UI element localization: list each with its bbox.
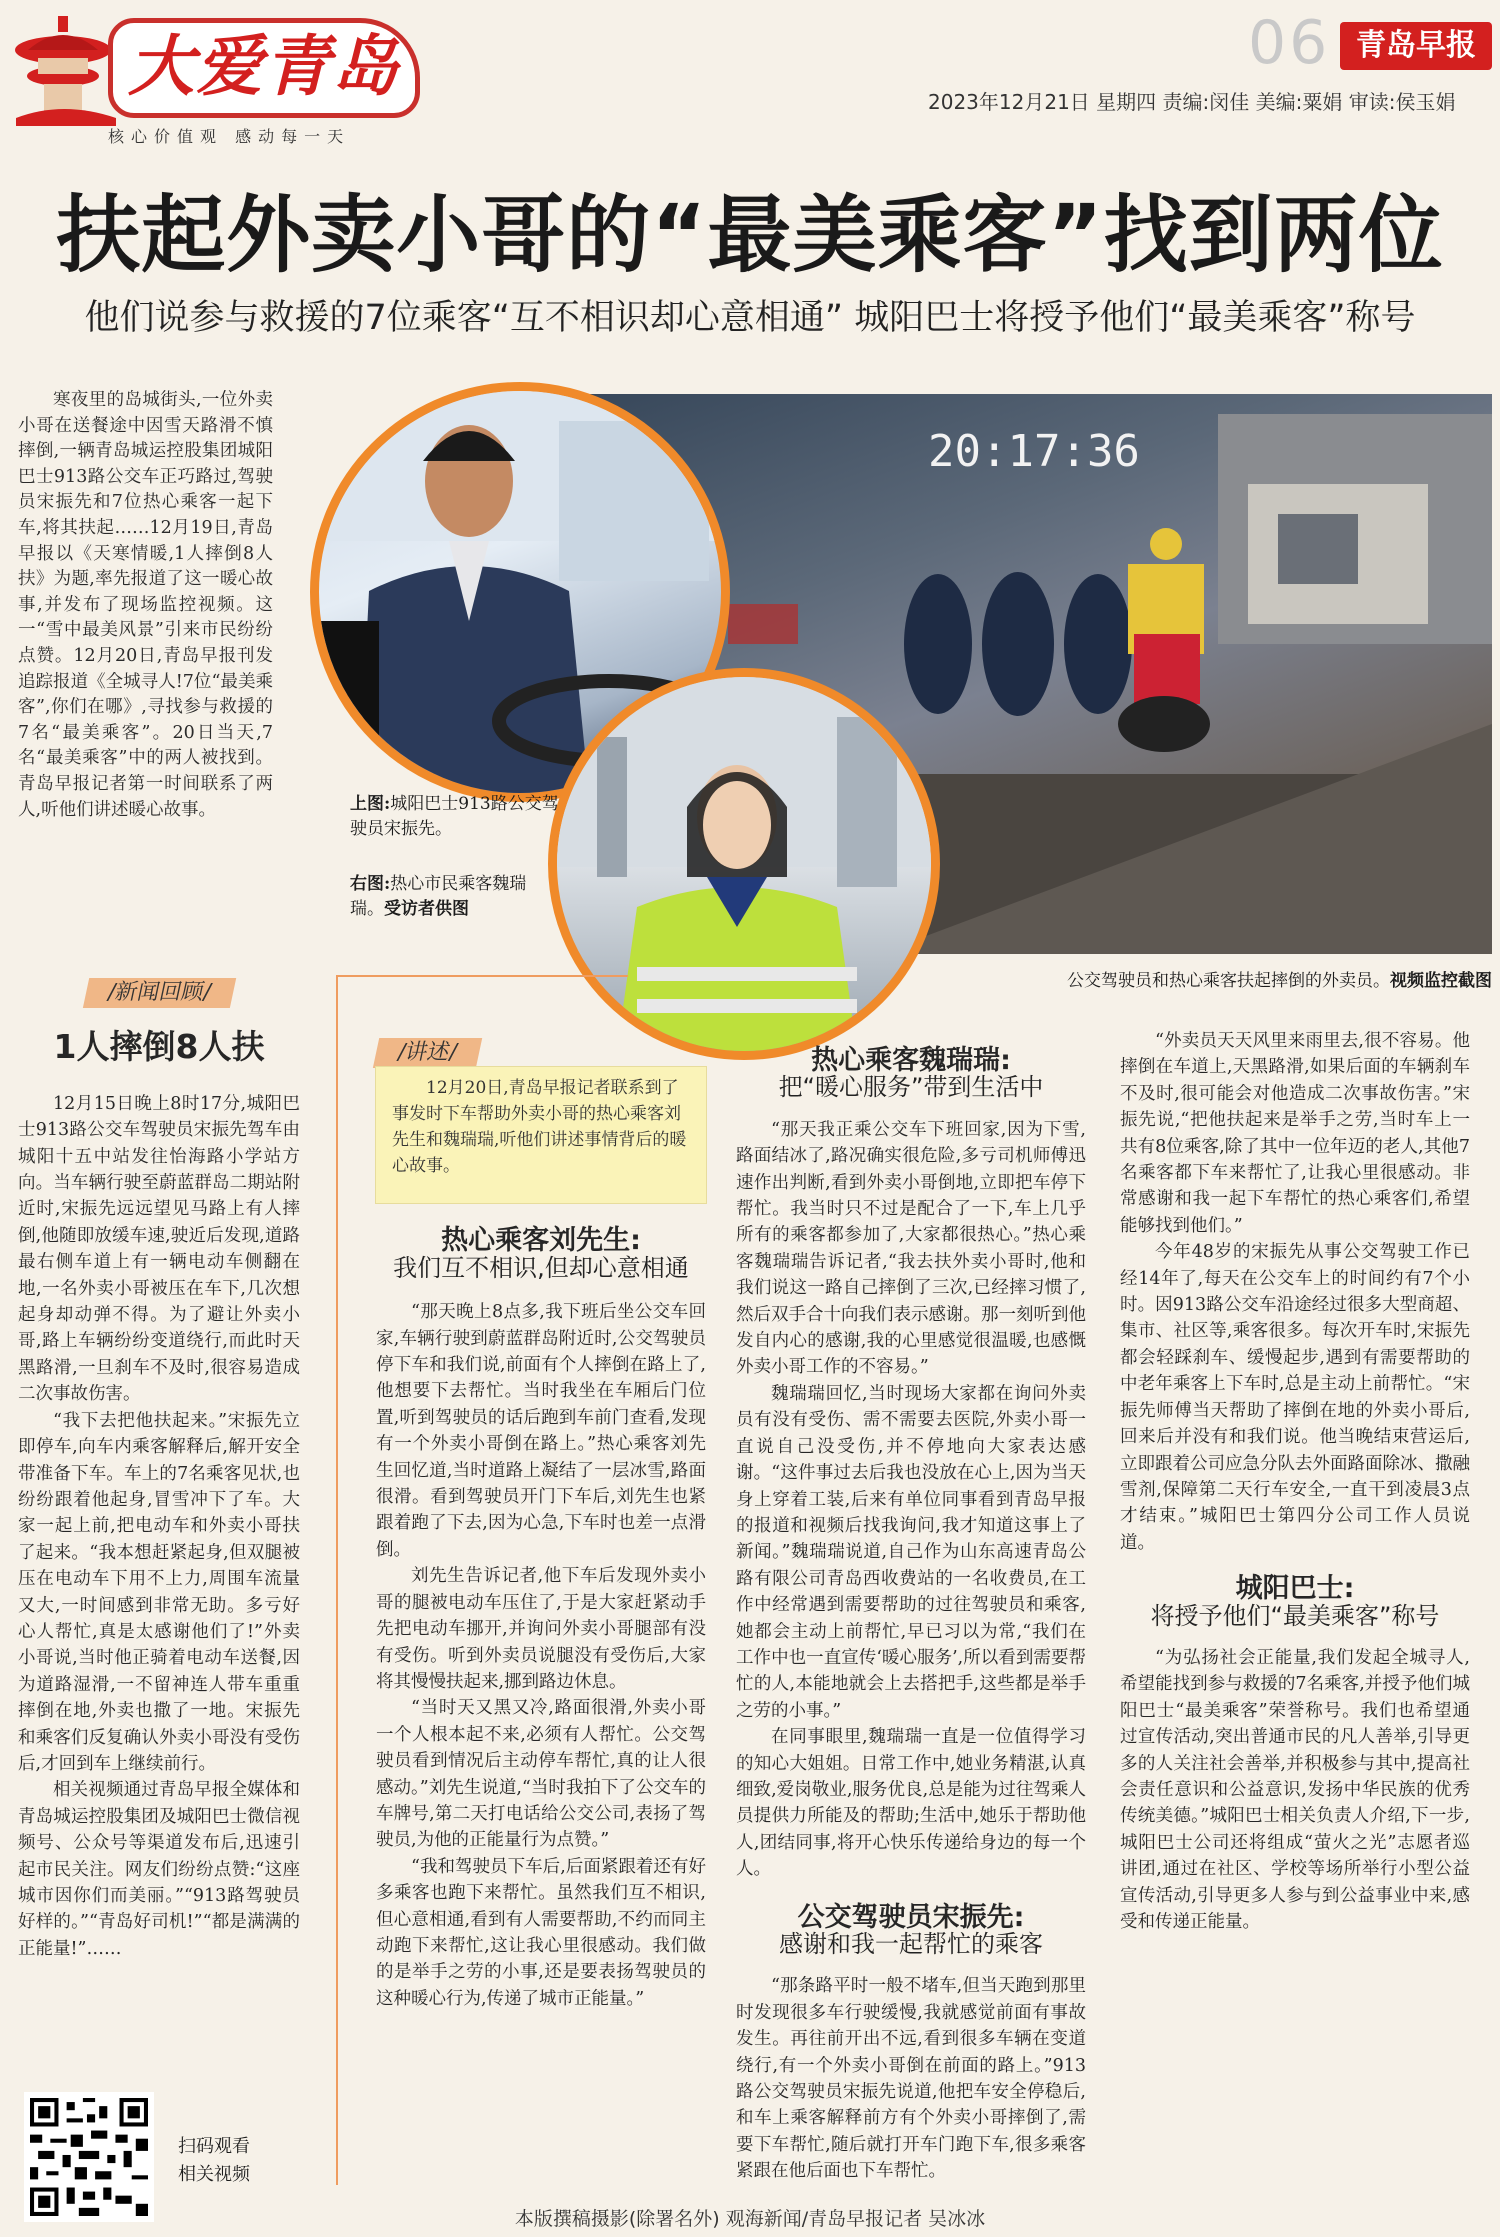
video-timestamp: 20:17:36 [928,426,1140,477]
wei-column [736,1045,1086,2185]
caption-video-photo [992,966,1492,991]
liu-paragraph: “我和驾驶员下车后,后面紧跟着还有好多乘客也跑下来帮忙。虽然我们互不相识,但心意相通,看到有人需要帮助,不约而同主动跑下来帮忙,这让我心里很感动。我们做的是举手之劳的小事,还是要表扬驾驶员的这种暖心行为,传递了城市正能量。” [376,1856,706,2009]
song-section-title: 公交驾驶员宋振先: [797,1901,1025,1933]
qr-code[interactable] [24,2092,154,2222]
wei-paragraph: 在同事眼里,魏瑞瑞一直是一位值得学习的知心大姐姐。日常工作中,她业务精湛,认真细致,爱岗敬业,服务优良,总是能为过往驾乘人员提供力所能及的帮助;生活中,她乐于帮助他人,团结同事,将开心快乐传递给身边的每一个人。 [736,1727,1086,1880]
caption-top-photo [350,792,560,842]
intro-text: 寒夜里的岛城街头,一位外卖小哥在送餐途中因雪天路滑不慎摔倒,一辆青岛城运控股集团城阳巴士913路公交车正巧路过,驾驶员宋振先和7位热心乘客一起下车,将其扶起……12月19日,青岛早报以《天寒情暖,1人摔倒8人扶》为题,率先报道了这一暖心故事,并发布了现场监控视频。这一“雪中最美风景”引来市民纷纷点赞。12月20日,青岛早报刊发追踪报道《全城寻人!7位“最美乘客”,你们在哪》,寻找参与救援的7名“最美乘客”。20日当天,7名“最美乘客”中的两人被找到。青岛早报记者第一时间联系了两人,听他们讲述暖心故事。 [18,390,273,820]
qr-caption-line2: 相关视频 [178,2164,250,2185]
caption-right-label: 右图: [350,874,391,894]
byline: 本版撰稿摄影(除署名外) 观海新闻/青岛早报记者 吴冰冰 [514,2208,986,2230]
chengyang-section-subtitle: 将授予他们“最美乘客”称号 [1150,1601,1440,1630]
dateline: 2023年12月21日 星期四 责编:闵佳 美编:粟娟 审读:侯玉娟 [928,90,1456,114]
song-paragraph: “那条路平时一般不堵车,但当天跑到那里时发现很多车行驶缓慢,我就感觉前面有事故发生。再往前开出不远,看到很多车辆在变道绕行,有一个外卖小哥倒在前面的路上。”913路公交驾驶员宋振先说道,他把车安全停稳后,和车上乘客解释前方有个外卖小哥摔倒了,需要下车帮忙,随后就打开车门跑下车,很多乘客紧跟在他后面也下车帮忙。 [736,1976,1086,2182]
liu-paragraph: “那天晚上8点多,我下班后坐公交车回家,车辆行驶到蔚蓝群岛附近时,公交驾驶员停下车和我们说,前面有个人摔倒在路上了,他想要下去帮忙。当时我坐在车厢后门位置,听到驾驶员的话后跑到车前门查看,发现有一个外卖小哥倒在路上。”热心乘客刘先生回忆道,当时道路上凝结了一层冰雪,路面很滑。看到驾驶员开门下车后,刘先生也紧跟着跑了下去,因为心急,下车时也差一点滑倒。 [376,1302,706,1560]
song-paragraph: “外卖员天天风里来雨里去,很不容易。他摔倒在车道上,天黑路滑,如果后面的车辆刹车不及时,很可能会对他造成二次事故伤害。”宋振先说,“把他扶起来是举手之劳,当时车上一共有8位乘客,除了其中一位年迈的老人,其他7名乘客都下车来帮忙了,让我心里很感动。非常感谢和我一起下车帮忙的热心乘客们,希望能够找到他们。” [1120,1031,1470,1236]
news-review-column [18,978,300,1962]
passenger-portrait-image [557,677,931,1051]
narration-intro-text: 12月20日,青岛早报记者联系到了事发时下车帮助外卖小哥的热心乘客刘先生和魏瑞瑞,听他们讲述事情背后的暖心故事。 [392,1078,687,1176]
qr-caption [178,2133,250,2189]
song-section-subtitle: 感谢和我一起帮忙的乘客 [779,1930,1043,1958]
newspaper-brand: 青岛早报 [1340,22,1492,70]
news-review-paragraph: 相关视频通过青岛早报全媒体和青岛城运控股集团及城阳巴士微信视频号、公众号等渠道发布后,迅速引起市民关注。网友们纷纷点赞:“这座城市因你们而美丽。”“913路驾驶员好样的。”“青岛好司机!”“都是满满的正能量!”…… [18,1780,300,1959]
wei-section-title: 热心乘客魏瑞瑞: [811,1045,1011,1076]
news-review-paragraph: “我下去把他扶起来。”宋振先立即停车,向车内乘客解释后,解开安全带准备下车。车上的7名乘客见状,也纷纷跟着他起身,冒雪冲下了车。大家一起上前,把电动车和外卖小哥扶了起来。“我本想赶紧起身,但双腿被压在电动车下用不上力,周围车流量又大,一时间感到非常无助。多亏好心人帮忙,真是太感谢他们了!”外卖小哥说,当时他正骑着电动车送餐,因为道路湿滑,一不留神连人带车重重摔倒在地,外卖也撒了一地。宋振先和乘客们反复确认外卖小哥没有受伤后,才回到车上继续前行。 [18,1410,300,1774]
intro-paragraph [18,388,273,823]
caption-video-text: 公交驾驶员和热心乘客扶起摔倒的外卖员。 [1067,971,1390,991]
liu-paragraph: 刘先生告诉记者,他下车后发现外卖小哥的腿被电动车压住了,于是大家赶紧动手先把电动车挪开,并询问外卖小哥腿部有没有受伤。听到外卖员说腿没有受伤后,大家将其慢慢扶起来,挪到路边休息。 [376,1566,706,1692]
page-number: 06 [1248,8,1331,78]
passenger-wei-photo [548,668,940,1060]
subheadline: 他们说参与救援的7位乘客“互不相识却心意相通” 城阳巴士将授予他们“最美乘客”称号 [84,298,1416,338]
section-divider [336,975,628,977]
caption-right-credit: 受访者供图 [384,899,469,919]
headline: 扶起外卖小哥的“最美乘客”找到两位 [56,186,1444,284]
liu-section-subtitle: 我们互不相识,但却心意相通 [393,1253,689,1282]
slogan: 核心价值观 感动每一天 [108,127,351,146]
wei-section-subtitle: 把“暖心服务”带到生活中 [778,1073,1044,1102]
caption-top-label: 上图: [350,794,391,814]
news-review-paragraph: 12月15日晚上8时17分,城阳巴士913路公交车驾驶员宋振先驾车由城阳十五中站发往怡海路小学站方向。当车辆行驶至蔚蓝群岛二期站附近时,宋振先远远望见马路上有人摔倒,他随即放缓车速,驶近后发现,道路最右侧车道上有一辆电动车侧翻在地,一名外卖小哥被压在车下,几次想起身却动弹不得。为了避让外卖小哥,路上车辆纷纷变道绕行,而此时天黑路滑,一旦刹车不及时,很容易造成二次事故伤害。 [18,1093,300,1405]
news-review-title: 1人摔倒8人扶 [53,1027,265,1067]
chengyang-paragraph: “为弘扬社会正能量,我们发起全城寻人,希望能找到参与救援的7名乘客,并授予他们城阳巴士“最美乘客”荣誉称号。我们也希望通过宣传活动,突出普通市民的凡人善举,引导更多的人关注社会善举,并积极参与其中,提高社会责任意识和公益意识,发扬中华民族的优秀传统美德。”城阳巴士相关负责人介绍,下一步,城阳巴士公司还将组成“萤火之光”志愿者巡讲团,通过在社区、学校等场所举行小型公益宣传活动,引导更多人参与到公益事业中来,感受和传递正能量。 [1120,1647,1470,1932]
column-divider [336,975,338,2185]
caption-right-photo [350,872,556,922]
chengyang-column [1120,1028,1470,1935]
chengyang-section-title: 城阳巴士: [1235,1573,1355,1605]
narration-intro-box [375,1066,707,1204]
qr-caption-line1: 扫码观看 [178,2136,250,2157]
qr-code-icon [30,2098,148,2216]
wei-paragraph: 魏瑞瑞回忆,当时现场大家都在询问外卖员有没有受伤、需不需要去医院,外卖小哥一直说自己没受伤,并不停地向大家表达感谢。“这件事过去后我也没放在心上,因为当天身上穿着工装,后来有单位同事看到青岛早报的报道和视频后找我询问,我才知道这事上了新闻。”魏瑞瑞说道,自己作为山东高速青岛公路有限公司青岛西收费站的一名收费员,在工作中经常遇到需要帮助的过往驾驶员和乘客,她都会主动上前帮忙,早已习以为常,“我们在工作中也一直宣传‘暖心服务’,所以看到需要帮忙的人,本能地就会上去搭把手,这些都是举手之劳的小事。” [736,1383,1086,1721]
news-review-tag: /新闻回顾/ [82,978,235,1008]
liu-paragraph: “当时天又黑又冷,路面很滑,外卖小哥一个人根本起不来,必须有人帮忙。公交驾驶员看到情况后主动停车帮忙,真的让人很感动。”刘先生说道,“当时我拍下了公交车的车牌号,第二天打电话给公交公司,表扬了驾驶员,为他的正能量行为点赞。” [376,1698,706,1851]
section-title: 大爱青岛 [108,18,420,118]
caption-video-credit: 视频监控截图 [1390,971,1492,991]
caption-right-text: 热心市民乘客魏瑞瑞。 [350,874,527,919]
wei-paragraph: “那天我正乘公交车下班回家,因为下雪,路面结冰了,路况确实很危险,多亏司机师傅迅速作出判断,看到外卖小哥倒地,立即把车停下帮忙。我当时只不过是配合了一下,车上几乎所有的乘客都参加了,大家都很热心。”热心乘客魏瑞瑞告诉记者,“我去扶外卖小哥时,他和我们说这一路自己摔倒了三次,已经摔习惯了,然后双手合十向我们表示感谢。那一刻听到他发自内心的感谢,我的心里感觉很温暖,也感慨外卖小哥工作的不容易。” [736,1119,1086,1378]
song-paragraph: 今年48岁的宋振先从事公交驾驶工作已经14年了,每天在公交车上的时间约有7个小时。因913路公交车沿途经过很多大型商超、集市、社区等,乘客很多。每次开车时,宋振先都会轻踩刹车、缓慢起步,遇到有需要帮助的中老年乘客上下车时,总是主动上前帮忙。“宋振先师傅当天帮助了摔倒在地的外卖小哥后,回来后并没有和我们说。他当晚结束营运后,立即跟着公司应急分队去外面路面除冰、撒融雪剂,保障第二天行车安全,一直干到凌晨3点才结束。”城阳巴士第四分公司工作人员说道。 [1120,1242,1470,1553]
caption-top-text: 城阳巴士913路公交驾驶员宋振先。 [350,794,559,839]
narration-tag: /讲述/ [373,1038,482,1068]
liu-section-title: 热心乘客刘先生: [441,1225,641,1257]
